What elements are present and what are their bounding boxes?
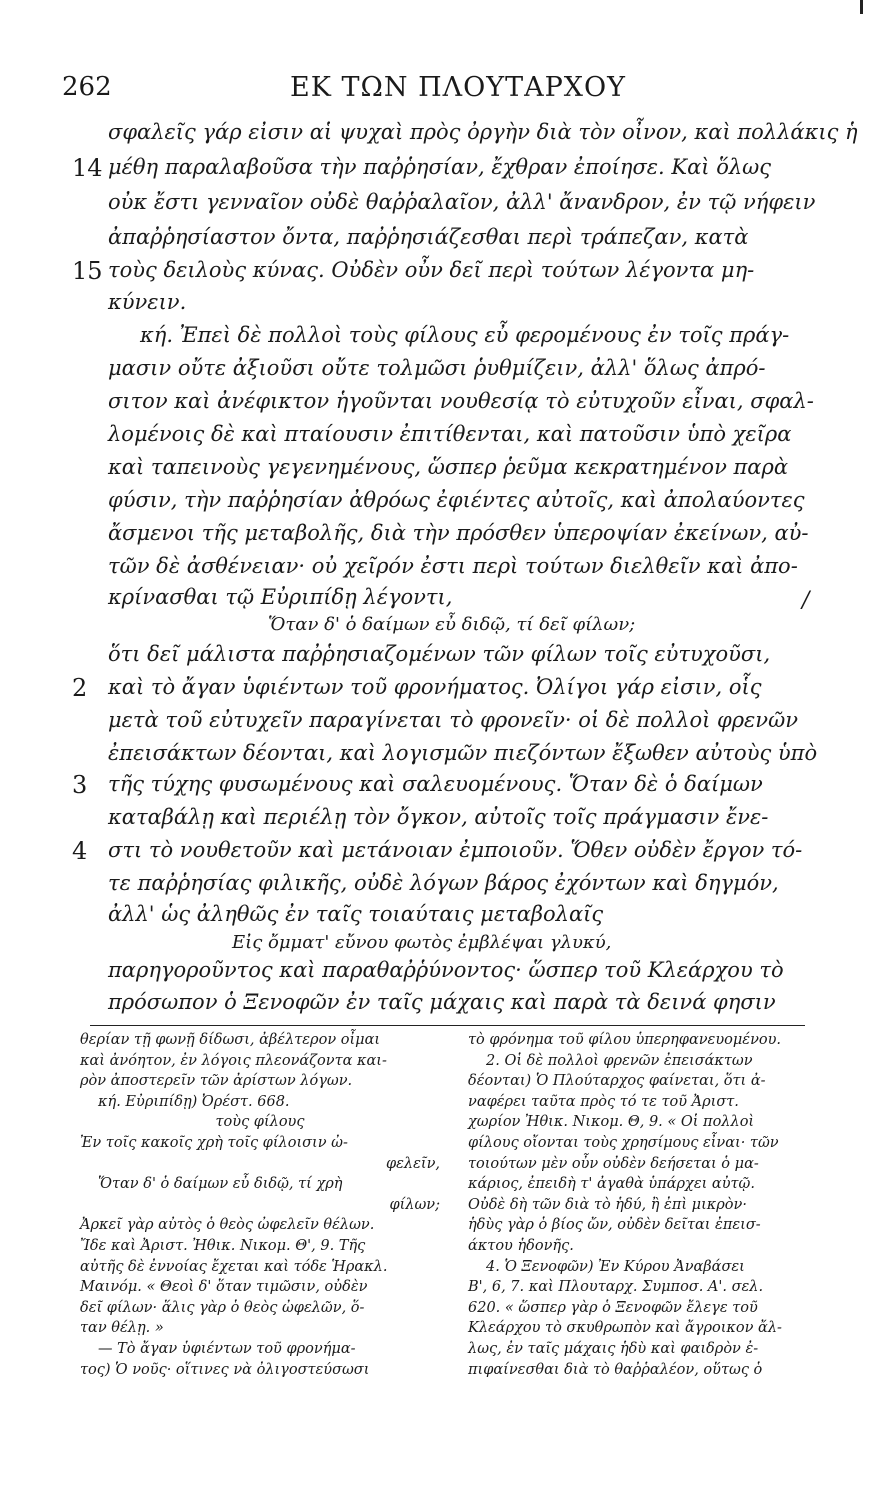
verse-quote: Ὅταν δ' ὁ δαίμων εὖ διδῷ, τί δεῖ φίλων; [268,614,636,635]
footnote-line: ταν θέλῃ. » [80,1320,164,1337]
footnote-line: Ὅταν δ' ὁ δαίμων εὖ διδῷ, τί χρὴ [98,1176,343,1193]
running-head: ΕΚ ΤΩΝ ΠΛΟΥΤΑΡΧΟΥ [290,72,626,103]
footnote-line: φίλων; [389,1196,440,1213]
footnote-line: Β', 6, 7. καὶ Πλουταρχ. Συμποσ. Α'. σελ. [468,1279,764,1296]
text-line: ἀπαῤῥησίαστον ὄντα, παῤῥησιάζεσθαι περὶ τράπεζαν, κατὰ [108,225,749,249]
footnote-line: 620. « ὥσπερ γὰρ ὁ Ξενοφῶν ἔλεγε τοῦ [468,1299,758,1316]
text-line: κύνειν. [108,290,187,314]
footnote-line: Οὐδὲ δὴ τῶν διὰ τὸ ἡδύ, ἢ ἐπὶ μικρὸν· [468,1196,747,1213]
text-line: τῶν δὲ ἀσθένειαν· οὐ χεῖρόν ἐστι περὶ τούτων διελθεῖν καὶ ἀπο- [108,554,798,578]
footnote-line: 4. Ὁ Ξενοφῶν) Ἐν Κύρου Ἀναβάσει [486,1258,745,1275]
footnote-line: 2. Οἱ δὲ πολλοὶ φρενῶν ἐπεισάκτων [486,1052,753,1069]
footnote-line: — Τὸ ἄγαν ὑφιέντων τοῦ φρονήμα- [98,1340,356,1357]
footnote-line: Ἀρκεῖ γὰρ αὐτὸς ὁ θεὸς ὠφελεῖν θέλων. [80,1217,375,1234]
footnote-line: τος) Ὁ νοῦς· οἵτινες νὰ ὀλιγοστεύσωσι [80,1361,370,1378]
text-line: σιτον καὶ ἀνέφικτον ἡγοῦνται νουθεσίᾳ τὸ εὐτυχοῦν εἶναι, σφαλ- [108,389,814,413]
footnote-line: πιφαίνεσθαι διὰ τὸ θαῤῥαλέον, οὕτως ὁ [468,1361,763,1378]
footnotes-right-column [468,1030,816,1380]
margin-line-number: 3 [72,771,88,799]
footnote-line: άκτου ἡδονῆς. [468,1237,574,1254]
text-line: λομένοις δὲ καὶ πταίουσιν ἐπιτίθενται, καὶ πατοῦσιν ὑπὸ χεῖρα [108,422,792,446]
footnote-line: τοιούτων μὲν οὖν οὐδὲν δεήσεται ὁ μα- [468,1155,759,1172]
footnote-line: ναφέρει ταῦτα πρὸς τό τε τοῦ Ἀριστ. [468,1093,739,1110]
text-line: καὶ ταπεινοὺς γεγενημένους, ὥσπερ ῥεῦμα κεκρατημένον παρὰ [108,455,789,479]
page-number: 262 [62,72,112,102]
text-line: στι τὸ νουθετοῦν καὶ μετάνοιαν ἐμποιοῦν. Ὅθεν οὐδὲν ἔργον τό- [108,838,803,862]
footnote-line: φελεῖν, [385,1155,440,1172]
footnotes-left-column [80,1030,440,1380]
edge-mark [860,0,863,14]
text-line: σφαλεῖς γάρ εἰσιν αἱ ψυχαὶ πρὸς ὀργὴν διὰ τὸν οἶνον, καὶ πολλάκις ἡ [108,120,858,144]
text-line: ἐπεισάκτων δέονται, καὶ λογισμῶν πιεζόντων ἔξωθεν αὐτοὺς ὑπὸ [108,741,818,765]
footnote-line: λως, ἐν ταῖς μάχαις ἡδὺ καὶ φαιδρὸν ἐ- [468,1340,759,1357]
text-line: μετὰ τοῦ εὐτυχεῖν παραγίνεται τὸ φρονεῖν· οἱ δὲ πολλοὶ φρενῶν [108,708,798,732]
margin-line-number: 15 [72,257,103,285]
footnote-line: Μαινόμ. « Θεοὶ δ' ὅταν τιμῶσιν, οὐδὲν [80,1279,368,1296]
margin-line-number: 14 [72,154,103,182]
footnote-line: Ἴδε καὶ Ἀριστ. Ἠθικ. Νικομ. Θ', 9. Τῆς [80,1237,366,1254]
margin-line-number: 2 [72,674,88,702]
footnote-rule [90,1025,805,1026]
footnote-line: κάριος, ἐπειδὴ τ' ἀγαθὰ ὑπάρχει αὐτῷ. [468,1176,755,1193]
margin-line-number: 4 [72,837,88,865]
text-line: κή. Ἐπεὶ δὲ πολλοὶ τοὺς φίλους εὖ φερομένους ἐν τοῖς πράγ- [140,323,790,347]
text-line: παρηγοροῦντος καὶ παραθαῤῥύνοντος· ὥσπερ τοῦ Κλεάρχου τὸ [108,958,784,982]
footnote-line: χωρίον Ἠθικ. Νικομ. Θ, 9. « Οἱ πολλοὶ [468,1114,755,1131]
margin-mark: / [802,588,810,613]
footnote-line: ρὸν ἀποστερεῖν τῶν ἀρίστων λόγων. [80,1073,353,1090]
text-line: οὐκ ἔστι γενναῖον οὐδὲ θαῤῥαλαῖον, ἀλλ' ἄνανδρον, ἐν τῷ νήφειν [108,190,816,214]
text-line: κρίνασθαι τῷ Εὐριπίδῃ λέγοντι, [108,585,453,609]
text-line: τε παῤῥησίας φιλικῆς, οὐδὲ λόγων βάρος ἐχόντων καὶ δηγμόν, [108,871,779,895]
footnote-line: τοὺς φίλους [215,1114,305,1131]
text-line: τῆς τύχης φυσωμένους καὶ σαλευομένους. Ὅταν δὲ ὁ δαίμων [108,772,763,796]
footnote-line: ἡδὺς γὰρ ὁ βίος ὤν, οὐδὲν δεῖται ἐπεισ- [468,1217,761,1234]
text-line: ἀλλ' ὡς ἀληθῶς ἐν ταῖς τοιαύταις μεταβολαῖς [108,902,604,926]
footnote-line: κή. Εὐριπίδῃ) Ὀρέστ. 668. [98,1093,290,1110]
footnote-line: φίλους οἴονται τοὺς χρησίμους εἶναι· τῶν [468,1134,779,1151]
text-line: ὅτι δεῖ μάλιστα παῤῥησιαζομένων τῶν φίλων τοῖς εὐτυχοῦσι, [108,642,771,666]
text-line: καταβάλῃ καὶ περιέλῃ τὸν ὄγκον, αὐτοῖς τοῖς πράγμασιν ἔνε- [108,805,769,829]
footnote-line: Ἐν τοῖς κακοῖς χρὴ τοῖς φίλοισιν ὠ- [80,1134,348,1151]
text-line: καὶ τὸ ἄγαν ὑφιέντων τοῦ φρονήματος. Ὀλίγοι γάρ εἰσιν, οἷς [108,675,762,699]
text-line: μέθη παραλαβοῦσα τὴν παῤῥησίαν, ἔχθραν ἐποίησε. Καὶ ὅλως [108,155,772,179]
footnote-line: δεῖ φίλων· ἅλις γὰρ ὁ θεὸς ὠφελῶν, ὅ- [80,1299,365,1316]
verse-quote: Εἰς ὄμματ' εὔνου φωτὸς ἐμβλέψαι γλυκύ, [232,932,612,953]
footnote-line: καὶ ἀνόητον, ἐν λόγοις πλεονάζοντα και- [80,1052,387,1069]
footnote-line: δέονται) Ὁ Πλούταρχος φαίνεται, ὅτι ἀ- [468,1073,766,1090]
footnote-line: τὸ φρόνημα τοῦ φίλου ὑπερηφανευομένου. [468,1032,782,1048]
text-line: φύσιν, τὴν παῤῥησίαν ἀθρόως ἐφιέντες αὐτοῖς, καὶ ἀπολαύοντες [108,488,805,512]
footnote-line: Κλεάρχου τὸ σκυθρωπὸν καὶ ἄγροικον ἄλ- [468,1320,782,1337]
text-line: ἄσμενοι τῆς μεταβολῆς, διὰ τὴν πρόσθεν ὑπεροψίαν ἐκείνων, αὐ- [108,521,809,545]
text-line: μασιν οὔτε ἀξιοῦσι οὔτε τολμῶσι ῥυθμίζειν, ἀλλ' ὅλως ἀπρό- [108,356,766,380]
text-line: τοὺς δειλοὺς κύνας. Οὐδὲν οὖν δεῖ περὶ τούτων λέγοντα μη- [108,258,755,282]
footnote-line: αὐτῆς δὲ ἐννοίας ἔχεται καὶ τόδε Ἡρακλ. [80,1258,388,1275]
footnote-line: θερίαν τῇ φωνῇ δίδωσι, ἀβέλτερον οἶμαι [80,1032,381,1048]
text-line: πρόσωπον ὁ Ξενοφῶν ἐν ταῖς μάχαις καὶ παρὰ τὰ δεινά φησιν [108,990,776,1014]
